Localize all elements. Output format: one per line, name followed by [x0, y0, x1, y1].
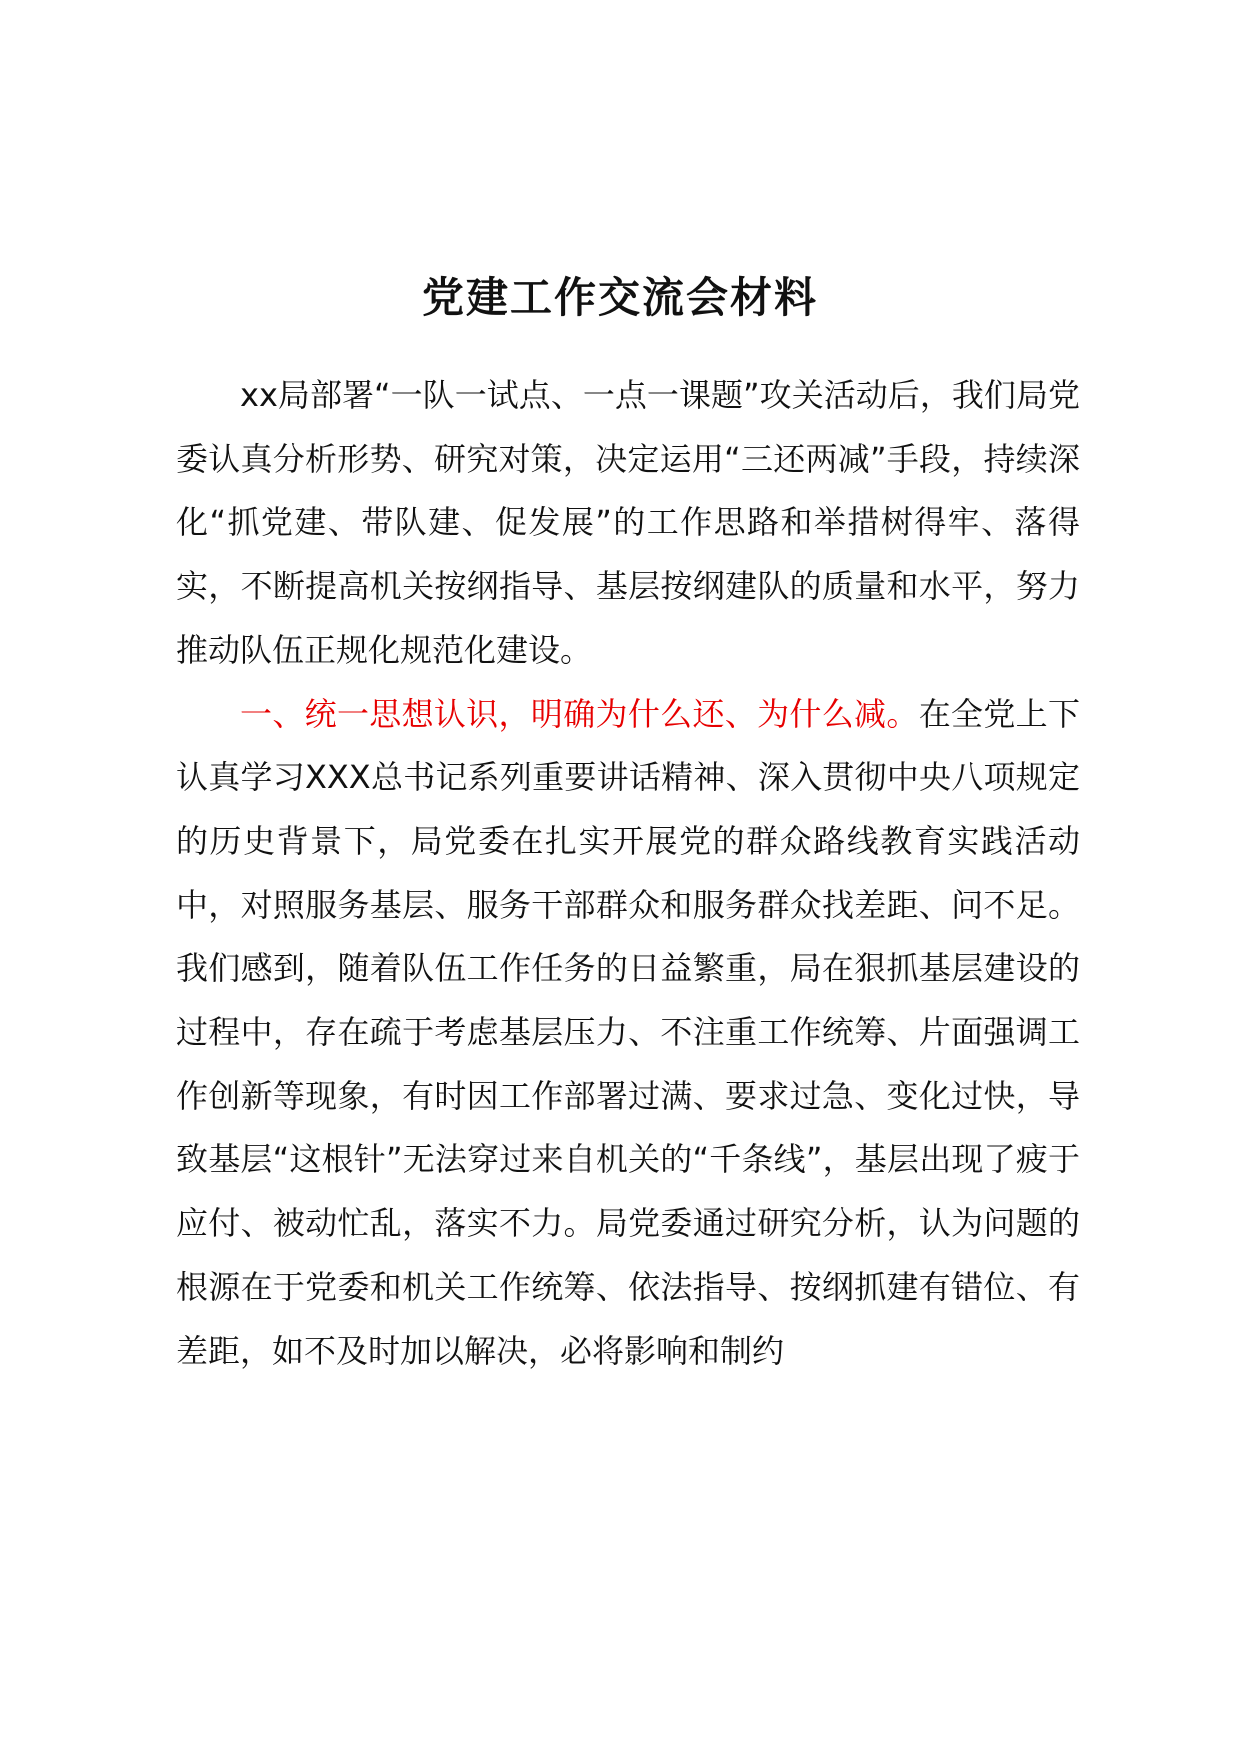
document-title: 党建工作交流会材料 — [421, 273, 818, 322]
section-one-heading: 一、统一思想认识，明确为什么还、为什么减。 — [240, 694, 919, 733]
section-one-text: 在全党上下认真学习XXX总书记系列重要讲话精神、深入贯彻中央八项规定的历史背景下，局党委在扎实开展党的群众路线教育实践活动中，对照服务基层、服务干部群众和服务群众找差距、问不足。我们感到，随着队伍工作任务的日益繁重，局在狠抓基层建设的过程中，存在疏于考虑基层压力、不注重工作统筹、片面强调工作创新等现象，有时因工作部署过满、要求过急、变化过快，导致基层“这根针”无法穿过来自机关的“千条线”，基层出现了疲于应付、被动忙乱，落实不力。局党委通过研究分析，认为问题的根源在于党委和机关工作统筹、依法指导、按纲抓建有错位、有差距，如不及时加以解决，必将影响和制约 — [176, 694, 1080, 1370]
section-one-paragraph — [176, 683, 1080, 1384]
intro-paragraph — [176, 364, 1080, 683]
intro-paragraph-text: xx局部署“一队一试点、一点一课题”攻关活动后，我们局党委认真分析形势、研究对策，决定运用“三还两减”手段，持续深化“抓党建、带队建、促发展”的工作思路和举措树得牢、落得实，不断提高机关按纲指导、基层按纲建队的质量和水平，努力推动队伍正规化规范化建设。 — [176, 376, 1080, 669]
document-body — [176, 364, 1080, 1383]
